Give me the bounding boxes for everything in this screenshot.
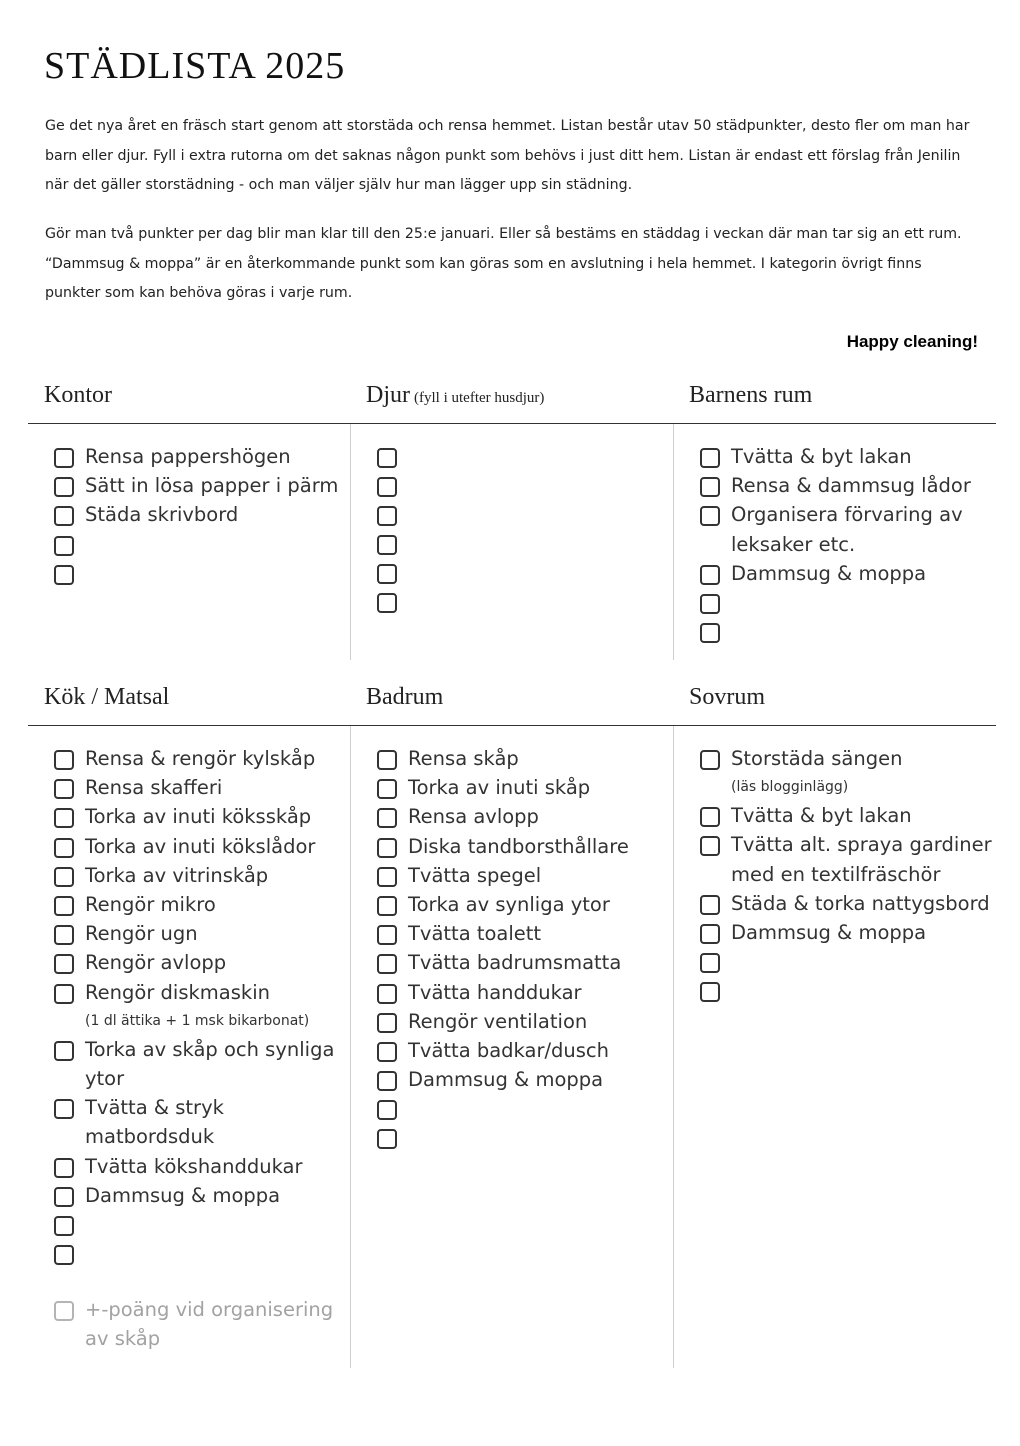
checkbox[interactable] bbox=[377, 779, 397, 799]
checklist-item-label: Dammsug & moppa bbox=[408, 1068, 604, 1092]
checkbox[interactable] bbox=[377, 925, 397, 945]
checklist-item-label: Tvätta alt. spraya gardiner med en textilfräschör bbox=[731, 833, 992, 886]
checkbox[interactable] bbox=[700, 750, 720, 770]
checkbox[interactable] bbox=[377, 535, 397, 555]
checklist-item[interactable] bbox=[700, 918, 996, 947]
checkbox[interactable] bbox=[54, 896, 74, 916]
checklist-item[interactable] bbox=[377, 1036, 673, 1065]
checkbox[interactable] bbox=[54, 1099, 74, 1119]
empty-checklist-item[interactable] bbox=[54, 559, 350, 588]
checklist-item-label: Tvätta & byt lakan bbox=[731, 445, 912, 468]
checklist-item[interactable] bbox=[377, 744, 673, 773]
checkbox[interactable] bbox=[54, 838, 74, 858]
checkbox[interactable] bbox=[700, 953, 720, 973]
checklist-item-label: Storstäda sängen bbox=[731, 747, 903, 770]
checkbox[interactable] bbox=[54, 477, 74, 497]
checkbox[interactable] bbox=[377, 1071, 397, 1091]
checkbox[interactable] bbox=[54, 1216, 74, 1236]
empty-checklist-item[interactable] bbox=[700, 588, 996, 617]
checklist-item-label: Dammsug & moppa bbox=[731, 921, 927, 945]
checklist-item[interactable] bbox=[54, 471, 350, 500]
checklist-item-label: Tvätta & stryk matbordsduk bbox=[85, 1096, 224, 1149]
checkbox[interactable] bbox=[377, 1129, 397, 1149]
checklist-item-label: Rengör diskmaskin bbox=[85, 980, 270, 1004]
checklist-item-label: Rensa pappershögen bbox=[85, 445, 291, 468]
section-sovrum bbox=[673, 726, 996, 1368]
checklist-item[interactable] bbox=[377, 948, 673, 977]
checklist-item[interactable] bbox=[54, 1152, 350, 1181]
checklist-item-label: +-poäng vid organisering av skåp bbox=[85, 1298, 334, 1351]
checklist-item-label: Tvätta badkar/dusch bbox=[408, 1039, 610, 1063]
checklist-item-label: Rengör ventilation bbox=[408, 1009, 588, 1033]
checklist-item-label: Rensa & dammsug lådor bbox=[731, 474, 971, 498]
checklist-sovrum bbox=[674, 726, 996, 1005]
checkbox[interactable] bbox=[377, 867, 397, 887]
checklist-item[interactable] bbox=[700, 559, 996, 588]
checklist-item-label: Rensa avlopp bbox=[408, 805, 539, 829]
checkbox[interactable] bbox=[377, 750, 397, 770]
checklist-item[interactable] bbox=[54, 890, 350, 919]
checklist-item-label: Tvätta spegel bbox=[408, 863, 542, 887]
checklist-item[interactable] bbox=[54, 919, 350, 948]
checklist-item-label: Torka av inuti köksskåp bbox=[85, 805, 312, 829]
checkbox[interactable] bbox=[377, 593, 397, 613]
item-note: (1 dl ättika + 1 msk bikarbonat) bbox=[85, 1012, 310, 1029]
checkbox[interactable] bbox=[54, 808, 74, 828]
checkbox[interactable] bbox=[377, 1013, 397, 1033]
checklist-item-label: Städa & torka nattygsbord bbox=[731, 891, 990, 915]
checklist-item[interactable] bbox=[377, 802, 673, 831]
section-title-djur bbox=[366, 382, 544, 409]
section-title-sovrum: Sovrum bbox=[689, 684, 766, 710]
checkbox[interactable] bbox=[377, 448, 397, 468]
checkbox[interactable] bbox=[377, 477, 397, 497]
section-kontor bbox=[28, 424, 350, 660]
checkbox[interactable] bbox=[54, 506, 74, 526]
checkbox[interactable] bbox=[54, 1041, 74, 1061]
checkbox[interactable] bbox=[54, 925, 74, 945]
empty-checklist-item[interactable] bbox=[700, 947, 996, 976]
empty-checklist-item[interactable] bbox=[700, 976, 996, 1005]
page-title: STÄDLISTA 2025 bbox=[44, 45, 346, 87]
section-title-kok: Kök / Matsal bbox=[44, 684, 170, 710]
empty-checklist-item[interactable] bbox=[54, 530, 350, 559]
item-note: (läs blogginlägg) bbox=[731, 779, 849, 796]
checklist-item[interactable] bbox=[377, 1007, 673, 1036]
checkbox[interactable] bbox=[54, 779, 74, 799]
checklist-item-label: Tvätta handdukar bbox=[408, 980, 582, 1004]
checkbox[interactable] bbox=[377, 896, 397, 916]
checklist-item-label: Rensa skåp bbox=[408, 747, 519, 770]
checklist-item-label: Rengör avlopp bbox=[85, 951, 227, 975]
checklist-item[interactable] bbox=[54, 832, 350, 861]
checklist-item-label: Tvätta & byt lakan bbox=[731, 804, 912, 828]
checkbox[interactable] bbox=[700, 982, 720, 1002]
checklist-item-label: Rengör mikro bbox=[85, 893, 216, 917]
empty-checklist-item[interactable] bbox=[377, 471, 673, 500]
checklist-item[interactable] bbox=[377, 1065, 673, 1094]
checkbox[interactable] bbox=[54, 954, 74, 974]
checkbox[interactable] bbox=[54, 750, 74, 770]
empty-checklist-item[interactable] bbox=[377, 558, 673, 587]
section-barnens-rum bbox=[673, 424, 996, 660]
checklist-item[interactable] bbox=[54, 802, 350, 831]
empty-checklist-item[interactable] bbox=[377, 500, 673, 529]
checklist-item-label: Rengör ugn bbox=[85, 922, 198, 946]
checkbox[interactable] bbox=[700, 506, 720, 526]
section-subtitle-djur: (fyll i utefter husdjur) bbox=[414, 390, 545, 406]
section-title-barnens-rum: Barnens rum bbox=[689, 382, 813, 408]
checkbox[interactable] bbox=[54, 1245, 74, 1265]
empty-checklist-item[interactable] bbox=[377, 529, 673, 558]
section-kok bbox=[28, 726, 350, 1368]
checkbox[interactable] bbox=[54, 867, 74, 887]
checklist-item[interactable] bbox=[700, 889, 996, 918]
checklist-item[interactable] bbox=[54, 773, 350, 802]
checkbox[interactable] bbox=[700, 807, 720, 827]
checklist-item[interactable] bbox=[377, 861, 673, 890]
checkbox[interactable] bbox=[54, 1301, 74, 1321]
checklist-item-label: Rensa & rengör kylskåp bbox=[85, 747, 316, 770]
checkbox[interactable] bbox=[54, 1187, 74, 1207]
checkbox[interactable] bbox=[700, 477, 720, 497]
checklist-item-label: Tvätta kökshanddukar bbox=[85, 1154, 303, 1178]
checklist-item[interactable] bbox=[54, 978, 350, 1035]
checkbox[interactable] bbox=[377, 954, 397, 974]
checkbox[interactable] bbox=[377, 1042, 397, 1062]
checklist-item[interactable] bbox=[54, 744, 350, 773]
checklist-item-label: Torka av inuti skåp bbox=[408, 776, 591, 800]
empty-checklist-item[interactable] bbox=[377, 587, 673, 616]
checklist-item-label: Dammsug & moppa bbox=[731, 561, 927, 585]
section-title-djur-text: Djur bbox=[366, 382, 410, 408]
intro-paragraph-1: Ge det nya året en fräsch start genom att storstäda och rensa hemmet. Listan består utav 50 städpunkter, desto fler om man har barn eller djur. Fyll i extra rutorna om det saknas någon punkt som behövs i just ditt hem. Listan är endast ett förslag från Jenilin när det gäller storstädning - och man väljer själv hur man lägger upp sin städning. bbox=[45, 118, 970, 193]
checklist-item[interactable] bbox=[377, 773, 673, 802]
checklist-item[interactable] bbox=[54, 948, 350, 977]
checkbox[interactable] bbox=[54, 448, 74, 468]
empty-checklist-item[interactable] bbox=[377, 1123, 673, 1152]
checkbox[interactable] bbox=[700, 594, 720, 614]
checkbox[interactable] bbox=[54, 984, 74, 1004]
section-badrum bbox=[350, 726, 673, 1368]
checkbox[interactable] bbox=[377, 1100, 397, 1120]
checklist-item[interactable] bbox=[700, 830, 996, 888]
checkbox[interactable] bbox=[377, 506, 397, 526]
checklist-item[interactable] bbox=[377, 890, 673, 919]
checkbox[interactable] bbox=[377, 838, 397, 858]
empty-checklist-item[interactable] bbox=[377, 442, 673, 471]
checklist-item[interactable] bbox=[377, 919, 673, 948]
checkbox[interactable] bbox=[700, 623, 720, 643]
section-row-1 bbox=[28, 380, 996, 660]
checkbox[interactable] bbox=[377, 984, 397, 1004]
section-headers-row-1 bbox=[28, 380, 996, 424]
checklist-item[interactable] bbox=[54, 442, 350, 471]
checkbox[interactable] bbox=[700, 836, 720, 856]
checklist-item[interactable] bbox=[377, 832, 673, 861]
section-djur bbox=[350, 424, 673, 660]
checklist-item-label: Tvätta toalett bbox=[408, 922, 542, 946]
checkbox[interactable] bbox=[700, 924, 720, 944]
checklist-item-label: Torka av vitrinskåp bbox=[85, 863, 269, 887]
checkbox[interactable] bbox=[54, 536, 74, 556]
checkbox[interactable] bbox=[700, 448, 720, 468]
checklist-item-label: Städa skrivbord bbox=[85, 503, 239, 527]
signoff-text: Happy cleaning! bbox=[846, 332, 978, 351]
checklist-kontor bbox=[28, 424, 350, 588]
checklist-item-label: Rensa skafferi bbox=[85, 776, 223, 800]
checkbox[interactable] bbox=[377, 808, 397, 828]
checklist-item[interactable] bbox=[54, 1093, 350, 1151]
checklist-item-label: Dammsug & moppa bbox=[85, 1183, 281, 1207]
checklist-item[interactable] bbox=[54, 500, 350, 529]
checklist-item[interactable] bbox=[54, 1035, 350, 1093]
checklist-barnens-rum bbox=[674, 424, 996, 646]
empty-checklist-item[interactable] bbox=[700, 617, 996, 646]
checkbox[interactable] bbox=[377, 564, 397, 584]
checklist-item[interactable] bbox=[54, 1181, 350, 1210]
checklist-item[interactable] bbox=[700, 442, 996, 471]
checklist-item[interactable] bbox=[700, 744, 996, 801]
checkbox[interactable] bbox=[700, 565, 720, 585]
checklist-item-label: Torka av skåp och synliga ytor bbox=[85, 1037, 335, 1091]
checklist-item-label: Diska tandborsthållare bbox=[408, 834, 629, 858]
section-title-badrum: Badrum bbox=[366, 684, 444, 710]
checklist-item-label: Torka av inuti kökslådor bbox=[85, 834, 316, 858]
checklist-item-label: Sätt in lösa papper i pärm bbox=[85, 474, 339, 498]
checklist-item-label: Tvätta badrumsmatta bbox=[408, 951, 622, 975]
checklist-item[interactable] bbox=[700, 801, 996, 830]
checkbox[interactable] bbox=[54, 1158, 74, 1178]
checkbox[interactable] bbox=[700, 895, 720, 915]
checklist-badrum bbox=[351, 726, 673, 1152]
checklist-item[interactable] bbox=[700, 471, 996, 500]
checklist-djur bbox=[351, 424, 673, 616]
checklist-item[interactable] bbox=[700, 500, 996, 558]
checklist-kok bbox=[28, 726, 350, 1353]
empty-checklist-item[interactable] bbox=[54, 1210, 350, 1239]
empty-checklist-item[interactable] bbox=[377, 1094, 673, 1123]
checklist-item-label: Torka av synliga ytor bbox=[408, 893, 610, 917]
section-headers-row-2 bbox=[28, 682, 996, 726]
empty-checklist-item[interactable] bbox=[54, 1239, 350, 1268]
checklist-item[interactable] bbox=[54, 861, 350, 890]
bonus-checklist-item[interactable] bbox=[54, 1295, 350, 1353]
checklist-item[interactable] bbox=[377, 978, 673, 1007]
section-title-kontor: Kontor bbox=[44, 382, 112, 408]
checkbox[interactable] bbox=[54, 565, 74, 585]
section-row-2 bbox=[28, 682, 996, 1368]
checklist-item-label: Organisera förvaring av leksaker etc. bbox=[731, 503, 963, 556]
intro-paragraph-2: Gör man två punkter per dag blir man klar till den 25:e januari. Eller så bestäms en städdag i veckan där man tar sig an ett rum. “Dammsug & moppa” är en återkommande punkt som kan göras som en avslutning i hela hemmet. I kategorin övrigt finns punkter som kan behöva göras i varje rum. bbox=[45, 226, 962, 301]
